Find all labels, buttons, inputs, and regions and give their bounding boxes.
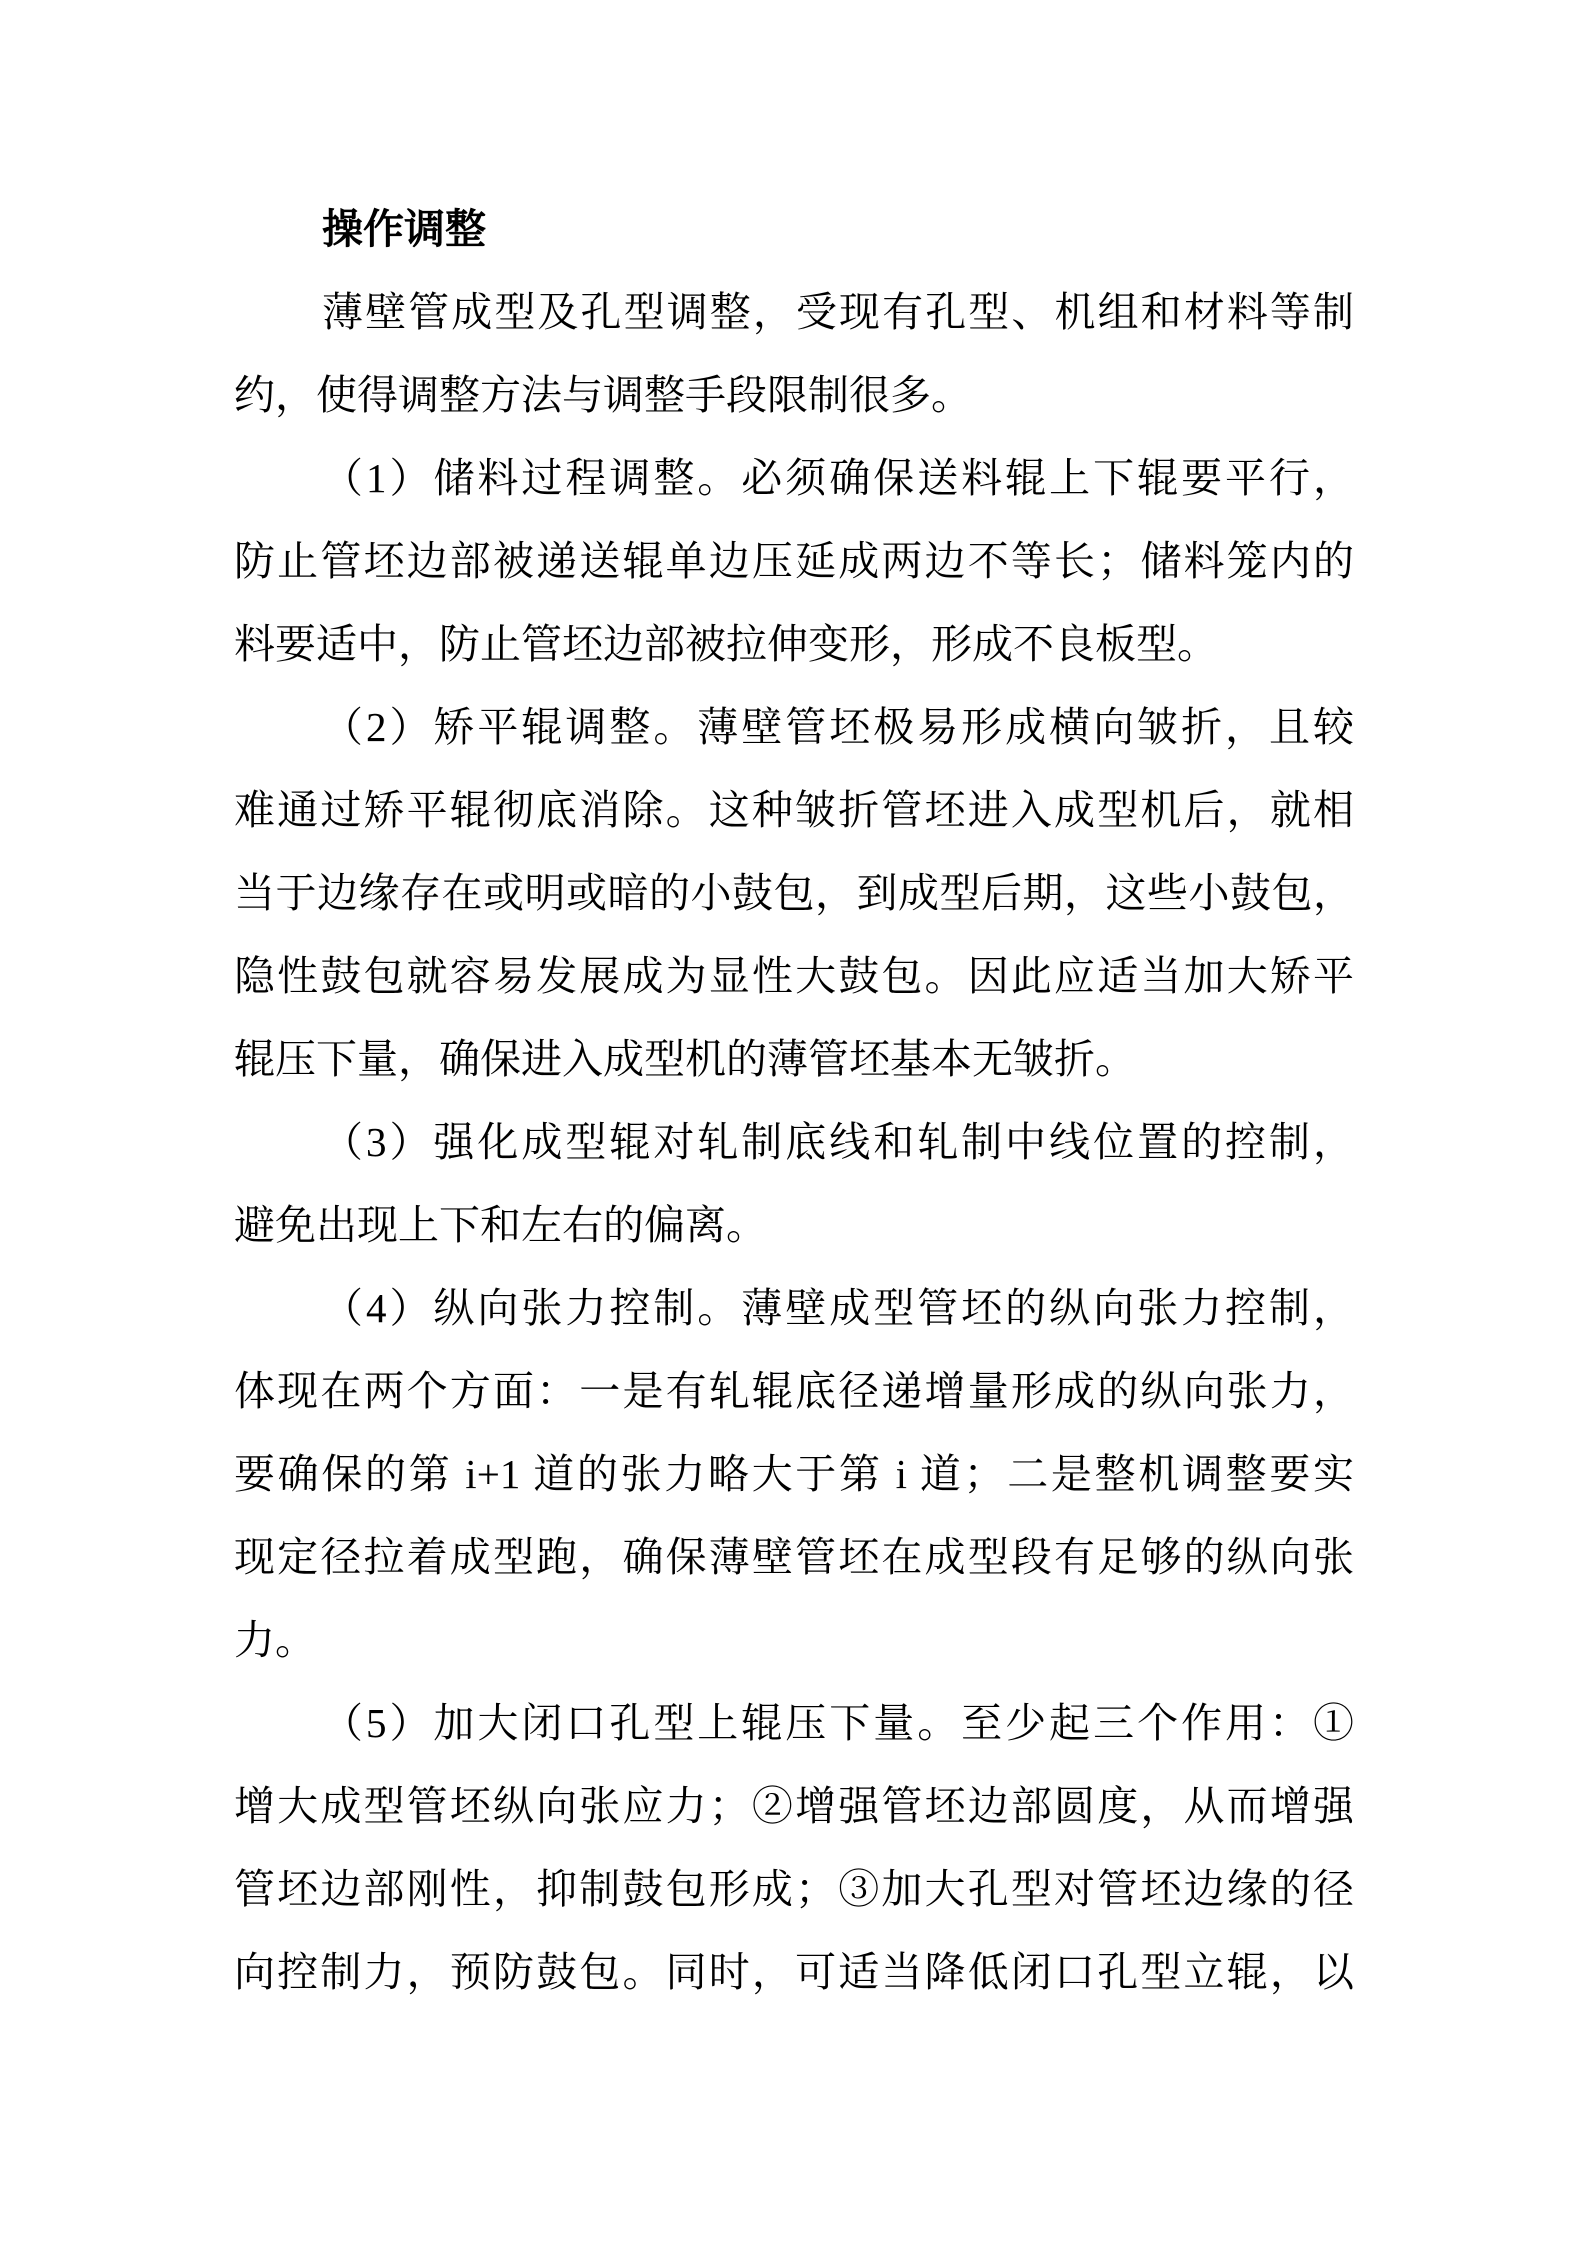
text-line: 料要适中，防止管坯边部被拉伸变形，形成不良板型。 xyxy=(234,621,1218,667)
text-line: 现定径拉着成型跑，确保薄壁管坯在成型段有足够的纵向张 xyxy=(234,1534,1354,1580)
text-line: 防止管坯边部被递送辊单边压延成两边不等长；储料笼内的 xyxy=(234,538,1354,584)
text-line: （3）强化成型辊对轧制底线和轧制中线位置的控制， xyxy=(322,1119,1354,1165)
text-line: 向控制力，预防鼓包。同时，可适当降低闭口孔型立辊，以 xyxy=(234,1949,1354,1995)
text-line: （5）加大闭口孔型上辊压下量。至少起三个作用：① xyxy=(322,1700,1354,1746)
text-line: 管坯边部刚性，抑制鼓包形成；③加大孔型对管坯边缘的径 xyxy=(234,1866,1354,1912)
text-line: 力。 xyxy=(234,1617,316,1663)
text-line: 约，使得调整方法与调整手段限制很多。 xyxy=(234,372,972,418)
text-line: 难通过矫平辊彻底消除。这种皱折管坯进入成型机后，就相 xyxy=(234,787,1354,833)
text-line: （2）矫平辊调整。薄壁管坯极易形成横向皱折，且较 xyxy=(322,704,1354,750)
text-line: 隐性鼓包就容易发展成为显性大鼓包。因此应适当加大矫平 xyxy=(234,953,1354,999)
text-line: 辊压下量，确保进入成型机的薄管坯基本无皱折。 xyxy=(234,1036,1136,1082)
text-line: （1）储料过程调整。必须确保送料辊上下辊要平行， xyxy=(322,455,1354,501)
document-body xyxy=(234,188,1354,2014)
section-heading: 操作调整 xyxy=(322,206,486,252)
text-line: 薄壁管成型及孔型调整，受现有孔型、机组和材料等制 xyxy=(322,289,1354,335)
text-line: 当于边缘存在或明或暗的小鼓包，到成型后期，这些小鼓包， xyxy=(234,870,1354,916)
text-line: 避免出现上下和左右的偏离。 xyxy=(234,1202,767,1248)
text-line: （4）纵向张力控制。薄壁成型管坯的纵向张力控制， xyxy=(322,1285,1354,1331)
text-line: 要确保的第 i+1 道的张力略大于第 i 道；二是整机调整要实 xyxy=(234,1451,1354,1497)
text-line: 体现在两个方面：一是有轧辊底径递增量形成的纵向张力， xyxy=(234,1368,1354,1414)
text-line: 增大成型管坯纵向张应力；②增强管坯边部圆度，从而增强 xyxy=(234,1783,1354,1829)
